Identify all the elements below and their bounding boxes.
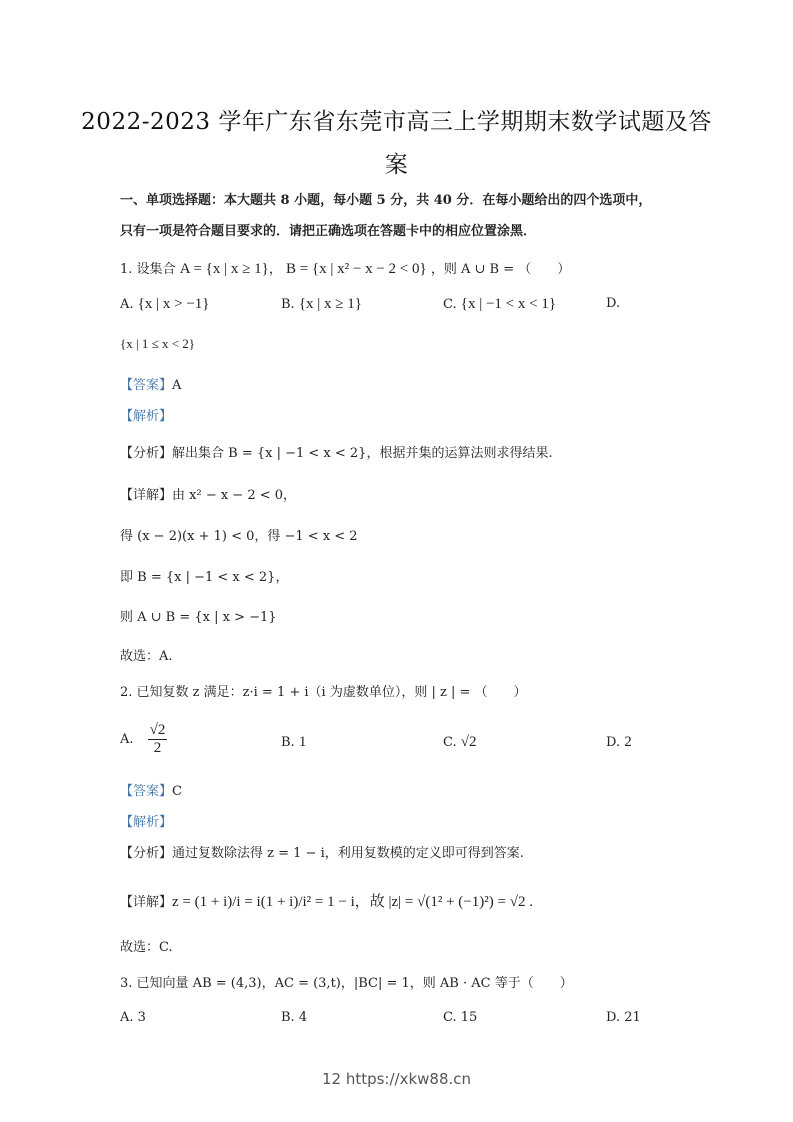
fraction [148,722,168,757]
option-value: {x | x > −1} [137,296,210,312]
option-d [606,1010,641,1025]
fraction-numerator: √2 [149,722,166,738]
option-value: {x | −1 < x < 1} [460,296,557,312]
page-title: 2022-2023 学年广东省东莞市高三上学期期末数学试题及答 [81,109,712,135]
question-number: 2. [120,685,133,700]
question-1-stem: 1. 设集合 A = {x | x ≥ 1}， B = {x | x² − x − 2 < 0} ，则 A ∪ B = （ ） [120,261,571,277]
fenxi-text: 解出集合 B = {x | −1 < x < 2}，根据并集的运算法则求得结果. [172,446,553,461]
option-label: B. [281,297,295,312]
option-label: B. [281,735,295,750]
option-label: C. [443,735,457,750]
option-label: D. [606,735,621,750]
question-text: 已知向量 AB = (4,3)，AC = (3,t)，|BC| = 1，则 AB · AC 等于（ ） [136,976,573,991]
fenxi-text: 通过复数除法得 z = 1 − i，利用复数模的定义即可得到答案. [172,846,524,861]
conclusion: 故选：C. [120,940,173,955]
xiangjie-tag: 【详解】 [120,895,173,910]
question-number: 1. [120,262,133,277]
option-label: B. [281,1010,295,1025]
page-title-continued: 案 [384,152,409,178]
solution-step: 得 (x − 2)(x + 1) < 0，得 −1 < x < 2 [120,529,358,544]
option-d-label: D. [606,296,621,311]
footer-url[interactable]: https://xkw88.cn [345,1070,472,1088]
option-b [281,734,306,751]
option-label: A. [120,732,134,747]
fenxi-line [120,442,553,461]
analysis-tag: 【解析】 [120,409,173,424]
option-a [120,1010,146,1025]
page-footer [0,1070,793,1088]
option-c [443,1010,477,1025]
option-label: A. [120,1010,134,1025]
option-value: {x | x ≥ 1} [298,296,362,312]
conclusion: 故选：A. [120,649,173,664]
xiangjie-line [120,890,533,911]
answer-value: A [172,378,182,393]
question-text: 设集合 [136,262,176,277]
solution-step: 则 A ∪ B = {x | x > −1} [120,610,277,625]
option-label: C. [443,1010,457,1025]
option-d [606,734,632,751]
question-text: 已知复数 z 满足：z·i = 1 + i（i 为虚数单位），则 | z | = （ ） [136,685,527,700]
option-c [443,734,477,751]
option-value: 1 [298,734,307,750]
option-c [443,296,556,313]
option-label: A. [120,297,134,312]
question-text-suffix: ，则 A ∪ B = （ ） [430,262,571,277]
analysis-tag: 【解析】 [120,815,173,830]
answer-value: C [172,784,182,799]
option-a [120,722,167,757]
answer-tag: 【答案】 [120,378,173,393]
fraction-denominator: 2 [153,740,162,756]
answer-tag: 【答案】 [120,784,173,799]
xiangjie-text: z = (1 + i)/i = i(1 + i)/i² = 1 − i，故 |z| = √(1² + (−1)²) = √2 . [172,894,533,910]
option-b [281,296,362,313]
answer-line [120,374,181,393]
section-header-continued: 只有一项是符合题目要求的．请把正确选项在答题卡中的相应位置涂黑． [120,224,537,239]
option-value: 15 [460,1010,478,1025]
page-number: 12 [321,1070,342,1088]
option-value: 4 [298,1010,308,1025]
option-label: C. [443,297,457,312]
option-label: D. [606,1010,621,1025]
option-value: 3 [137,1010,146,1025]
xiangjie-line [120,484,296,503]
question-number: 3. [120,976,133,991]
option-value: 21 [624,1010,641,1025]
question-3-stem [120,972,573,991]
math-set-a: A = {x | x ≥ 1} [179,261,269,277]
fenxi-line [120,842,524,861]
section-header: 一、单项选择题：本大题共 8 小题，每小题 5 分，共 40 分．在每小题给出的四个选项中， [120,193,652,208]
fenxi-tag: 【分析】 [120,446,173,461]
answer-line [120,780,182,799]
xiangjie-tag: 【详解】 [120,488,173,503]
option-b [281,1010,307,1025]
option-a [120,296,210,313]
fenxi-tag: 【分析】 [120,846,173,861]
option-value: √2 [460,734,477,750]
question-2-stem [120,681,527,700]
option-d-value: {x | 1 ≤ x < 2} [120,336,196,351]
xiangjie-text: 由 x² − x − 2 < 0， [172,488,297,503]
math-set-b: B = {x | x² − x − 2 < 0} [285,261,427,277]
solution-step: 即 B = {x | −1 < x < 2}， [120,570,289,585]
option-value: 2 [624,734,632,750]
